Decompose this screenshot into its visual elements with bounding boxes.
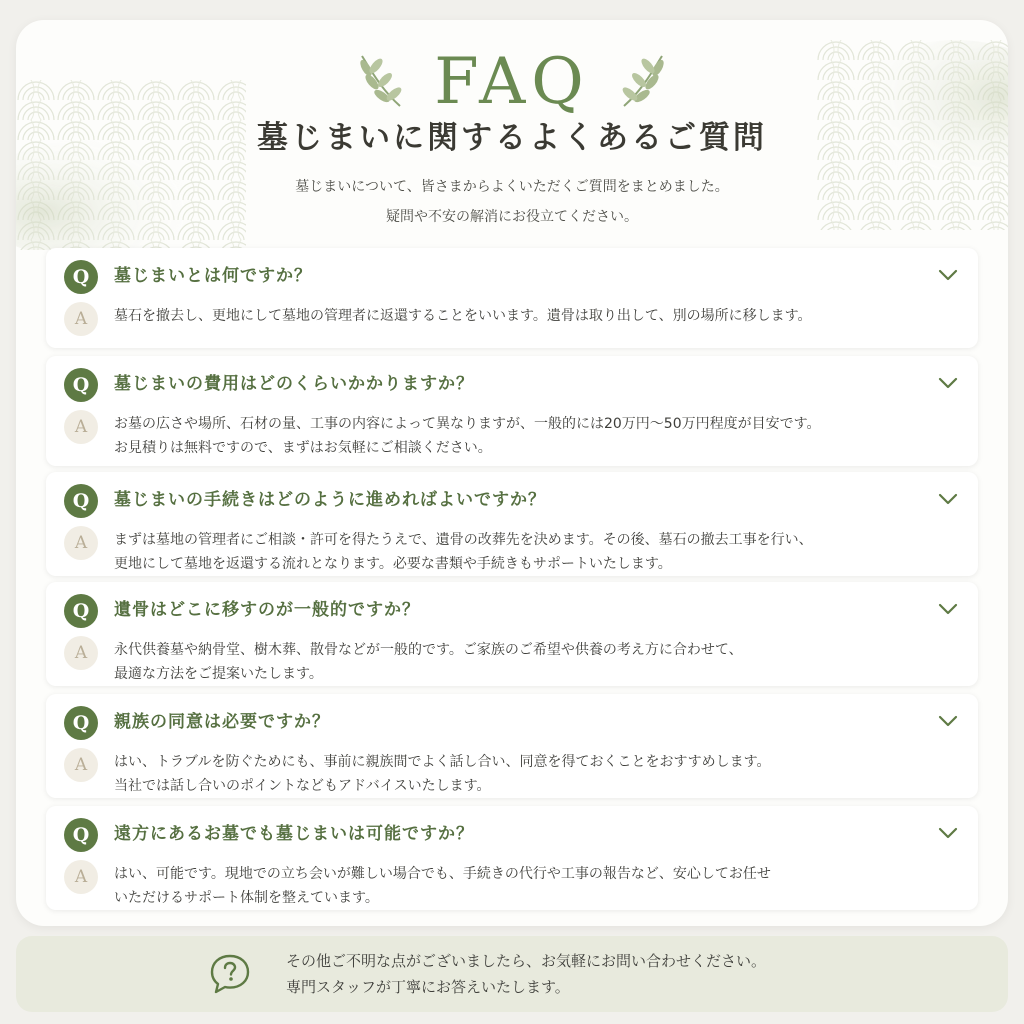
answer-badge: A xyxy=(64,748,98,782)
faq-answer xyxy=(114,750,944,798)
chevron-down-icon[interactable] xyxy=(938,714,958,728)
faq-header xyxy=(16,20,1008,250)
faq-question[interactable]: 墓じまいの費用はどのくらいかかりますか？ xyxy=(114,374,474,394)
contact-line-2: 専門スタッフが丁寧にお答えいたします。 xyxy=(286,978,570,996)
answer-badge: A xyxy=(64,636,98,670)
question-badge: Q xyxy=(64,706,98,740)
answer-line-1: まずは墓地の管理者にご相談・許可を得たうえで、遺骨の改葬先を決めます。その後、墓石の撤去工事を行い、 xyxy=(114,532,813,548)
answer-line-1: はい、可能です。現地での立ち会いが難しい場合でも、手続きの代行や工事の報告など、安心してお任せ xyxy=(114,866,771,882)
answer-line-2: いただけるサポート体制を整えています。 xyxy=(114,890,379,906)
faq-item-3[interactable] xyxy=(46,472,978,576)
faq-answer xyxy=(114,528,944,576)
title-row xyxy=(16,42,1008,122)
faq-question[interactable]: 遠方にあるお墓でも墓じまいは可能ですか？ xyxy=(114,824,474,844)
answer-line-2: 最適な方法をご提案いたします。 xyxy=(114,666,323,682)
answer-badge: A xyxy=(64,302,98,336)
faq-question[interactable]: 遺骨はどこに移すのが一般的ですか？ xyxy=(114,600,420,620)
intro-line-1: 墓じまいについて、皆さまからよくいただくご質問をまとめました。 xyxy=(295,179,729,195)
faq-question[interactable]: 墓じまいの手続きはどのように進めればよいですか？ xyxy=(114,490,546,510)
page-title: FAQ xyxy=(434,45,590,119)
chevron-down-icon[interactable] xyxy=(938,268,958,282)
faq-answer xyxy=(114,304,944,328)
contact-line-1: その他ご不明な点がございましたら、お気軽にお問い合わせください。 xyxy=(286,952,767,970)
answer-line-1: 墓石を撤去し、更地にして墓地の管理者に返還することをいいます。遺骨は取り出して、別の場所に移します。 xyxy=(114,308,812,324)
page-subtitle: 墓じまいに関するよくあるご質問 xyxy=(257,120,767,156)
chevron-down-icon[interactable] xyxy=(938,376,958,390)
faq-card xyxy=(16,20,1008,926)
answer-line-2: 当社では話し合いのポイントなどもアドバイスいたします。 xyxy=(114,778,491,794)
answer-line-2: 更地にして墓地を返還する流れとなります。必要な書類や手続きもサポートいたします。 xyxy=(114,556,672,572)
faq-answer xyxy=(114,862,944,910)
question-badge: Q xyxy=(64,818,98,852)
intro-line-2: 疑問や不安の解消にお役立てください。 xyxy=(386,209,638,225)
faq-item-5[interactable] xyxy=(46,694,978,798)
answer-line-1: はい、トラブルを防ぐためにも、事前に親族間でよく話し合い、同意を得ておくことをおすすめします。 xyxy=(114,754,771,770)
contact-banner xyxy=(16,936,1008,1012)
answer-line-1: お墓の広さや場所、石材の量、工事の内容によって異なりますが、一般的には20万円〜50万円程度が目安です。 xyxy=(114,416,821,432)
faq-question[interactable]: 親族の同意は必要ですか？ xyxy=(114,712,330,732)
faq-item-4[interactable] xyxy=(46,582,978,686)
faq-answer xyxy=(114,638,944,686)
answer-line-2: お見積りは無料ですので、まずはお気軽にご相談ください。 xyxy=(114,440,492,456)
chevron-down-icon[interactable] xyxy=(938,826,958,840)
leaf-branch-left-icon xyxy=(352,52,408,112)
faq-question[interactable]: 墓じまいとは何ですか？ xyxy=(114,266,312,286)
faq-item-6[interactable] xyxy=(46,806,978,910)
answer-badge: A xyxy=(64,526,98,560)
answer-badge: A xyxy=(64,410,98,444)
question-badge: Q xyxy=(64,484,98,518)
chevron-down-icon[interactable] xyxy=(938,602,958,616)
intro-text xyxy=(16,172,1008,232)
leaf-branch-right-icon xyxy=(616,52,672,112)
answer-badge: A xyxy=(64,860,98,894)
question-badge: Q xyxy=(64,260,98,294)
faq-answer xyxy=(114,412,944,460)
question-badge: Q xyxy=(64,594,98,628)
faq-item-1[interactable] xyxy=(46,248,978,348)
chevron-down-icon[interactable] xyxy=(938,492,958,506)
faq-item-2[interactable] xyxy=(46,356,978,466)
answer-line-1: 永代供養墓や納骨堂、樹木葬、散骨などが一般的です。ご家族のご希望や供養の考え方に合わせて、 xyxy=(114,642,743,658)
question-badge: Q xyxy=(64,368,98,402)
contact-text xyxy=(286,948,766,1000)
question-bubble-icon xyxy=(208,952,252,996)
